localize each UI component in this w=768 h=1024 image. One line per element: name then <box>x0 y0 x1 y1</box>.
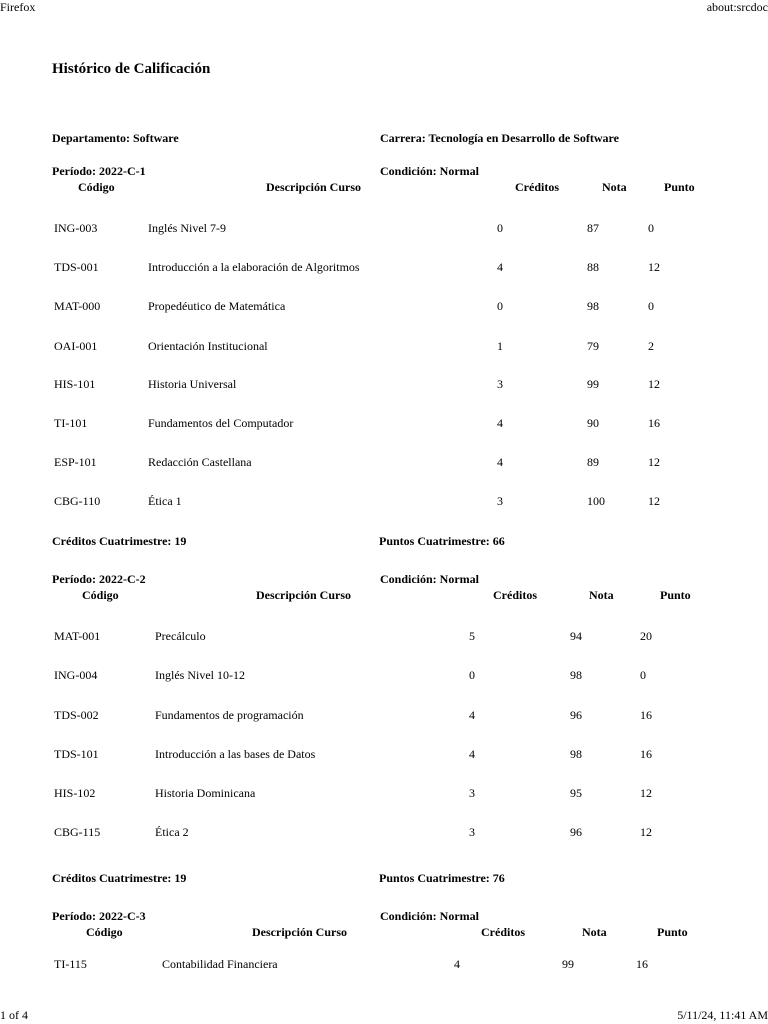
course-points: 16 <box>640 708 652 722</box>
course-code: ESP-101 <box>54 455 97 469</box>
course-description: Propedéutico de Matemática <box>148 299 286 313</box>
course-code: TDS-001 <box>54 260 99 274</box>
course-code: HIS-101 <box>54 377 96 391</box>
department-label: Departamento: Software <box>52 131 179 145</box>
points-total: Puntos Cuatrimestre: 66 <box>379 534 505 548</box>
course-credits: 1 <box>497 339 503 353</box>
course-points: 0 <box>648 299 654 313</box>
course-credits: 4 <box>497 455 503 469</box>
page-title: Histórico de Calificación <box>52 61 211 77</box>
course-description: Contabilidad Financiera <box>162 957 278 971</box>
column-header-description: Descripción Curso <box>256 588 351 602</box>
course-points: 0 <box>648 221 654 235</box>
course-credits: 4 <box>469 708 475 722</box>
course-credits: 0 <box>497 299 503 313</box>
course-points: 12 <box>640 786 652 800</box>
course-points: 12 <box>648 455 660 469</box>
course-grade: 99 <box>587 377 599 391</box>
course-credits: 3 <box>497 494 503 508</box>
course-code: TDS-002 <box>54 708 99 722</box>
course-code: TI-101 <box>54 416 88 430</box>
course-grade: 90 <box>587 416 599 430</box>
course-credits: 3 <box>497 377 503 391</box>
course-grade: 79 <box>587 339 599 353</box>
column-header-grade: Nota <box>589 588 614 602</box>
course-points: 12 <box>648 260 660 274</box>
browser-url: about:srcdoc <box>706 0 768 14</box>
course-grade: 89 <box>587 455 599 469</box>
credits-total: Créditos Cuatrimestre: 19 <box>52 871 187 885</box>
course-description: Ética 2 <box>155 825 189 839</box>
period-condition: Condición: Normal <box>380 164 479 178</box>
career-label: Carrera: Tecnología en Desarrollo de Software <box>380 131 619 145</box>
course-description: Orientación Institucional <box>148 339 268 353</box>
course-points: 12 <box>648 494 660 508</box>
column-header-credits: Créditos <box>493 588 537 602</box>
course-grade: 95 <box>570 786 582 800</box>
course-description: Precálculo <box>155 629 206 643</box>
course-code: TI-115 <box>54 957 87 971</box>
course-credits: 4 <box>497 260 503 274</box>
course-points: 16 <box>648 416 660 430</box>
course-credits: 4 <box>469 747 475 761</box>
course-description: Inglés Nivel 7-9 <box>148 221 226 235</box>
course-grade: 88 <box>587 260 599 274</box>
course-grade: 98 <box>587 299 599 313</box>
course-code: CBG-115 <box>54 825 101 839</box>
course-credits: 0 <box>497 221 503 235</box>
course-code: TDS-101 <box>54 747 99 761</box>
column-header-description: Descripción Curso <box>252 925 347 939</box>
column-header-description: Descripción Curso <box>266 180 361 194</box>
course-description: Inglés Nivel 10-12 <box>155 668 245 682</box>
course-code: MAT-000 <box>54 299 101 313</box>
course-points: 20 <box>640 629 652 643</box>
print-datetime: 5/11/24, 11:41 AM <box>677 1008 768 1022</box>
course-credits: 4 <box>454 957 460 971</box>
column-header-grade: Nota <box>582 925 607 939</box>
course-description: Fundamentos del Computador <box>148 416 294 430</box>
course-code: ING-004 <box>54 668 98 682</box>
course-points: 16 <box>636 957 648 971</box>
column-header-points: Punto <box>657 925 688 939</box>
course-points: 16 <box>640 747 652 761</box>
column-header-code: Código <box>78 180 115 194</box>
course-description: Redacción Castellana <box>148 455 252 469</box>
points-total: Puntos Cuatrimestre: 76 <box>379 871 505 885</box>
browser-app-name: Firefox <box>0 0 36 14</box>
credits-total: Créditos Cuatrimestre: 19 <box>52 534 187 548</box>
column-header-credits: Créditos <box>515 180 559 194</box>
period-label: Período: 2022-C-1 <box>52 164 146 178</box>
page-number: 1 of 4 <box>0 1008 28 1022</box>
course-points: 2 <box>648 339 654 353</box>
course-code: CBG-110 <box>54 494 101 508</box>
course-points: 12 <box>648 377 660 391</box>
course-grade: 96 <box>570 825 582 839</box>
period-condition: Condición: Normal <box>380 572 479 586</box>
column-header-code: Código <box>86 925 123 939</box>
course-credits: 3 <box>469 786 475 800</box>
course-description: Fundamentos de programación <box>155 708 304 722</box>
course-description: Historia Universal <box>148 377 237 391</box>
column-header-points: Punto <box>660 588 691 602</box>
period-label: Período: 2022-C-3 <box>52 909 146 923</box>
column-header-code: Código <box>82 588 119 602</box>
period-label: Período: 2022-C-2 <box>52 572 146 586</box>
course-grade: 98 <box>570 668 582 682</box>
course-grade: 99 <box>562 957 574 971</box>
course-code: MAT-001 <box>54 629 101 643</box>
course-credits: 5 <box>469 629 475 643</box>
course-points: 0 <box>640 668 646 682</box>
column-header-credits: Créditos <box>481 925 525 939</box>
column-header-points: Punto <box>664 180 695 194</box>
course-description: Introducción a la elaboración de Algoritmos <box>148 260 360 274</box>
course-credits: 4 <box>497 416 503 430</box>
course-grade: 94 <box>570 629 582 643</box>
course-grade: 100 <box>587 494 605 508</box>
course-description: Introducción a las bases de Datos <box>155 747 316 761</box>
course-code: HIS-102 <box>54 786 96 800</box>
course-grade: 98 <box>570 747 582 761</box>
course-code: OAI-001 <box>54 339 98 353</box>
column-header-grade: Nota <box>602 180 627 194</box>
period-condition: Condición: Normal <box>380 909 479 923</box>
course-code: ING-003 <box>54 221 98 235</box>
course-description: Historia Dominicana <box>155 786 256 800</box>
course-description: Ética 1 <box>148 494 182 508</box>
course-credits: 0 <box>469 668 475 682</box>
course-grade: 87 <box>587 221 599 235</box>
course-grade: 96 <box>570 708 582 722</box>
course-points: 12 <box>640 825 652 839</box>
course-credits: 3 <box>469 825 475 839</box>
